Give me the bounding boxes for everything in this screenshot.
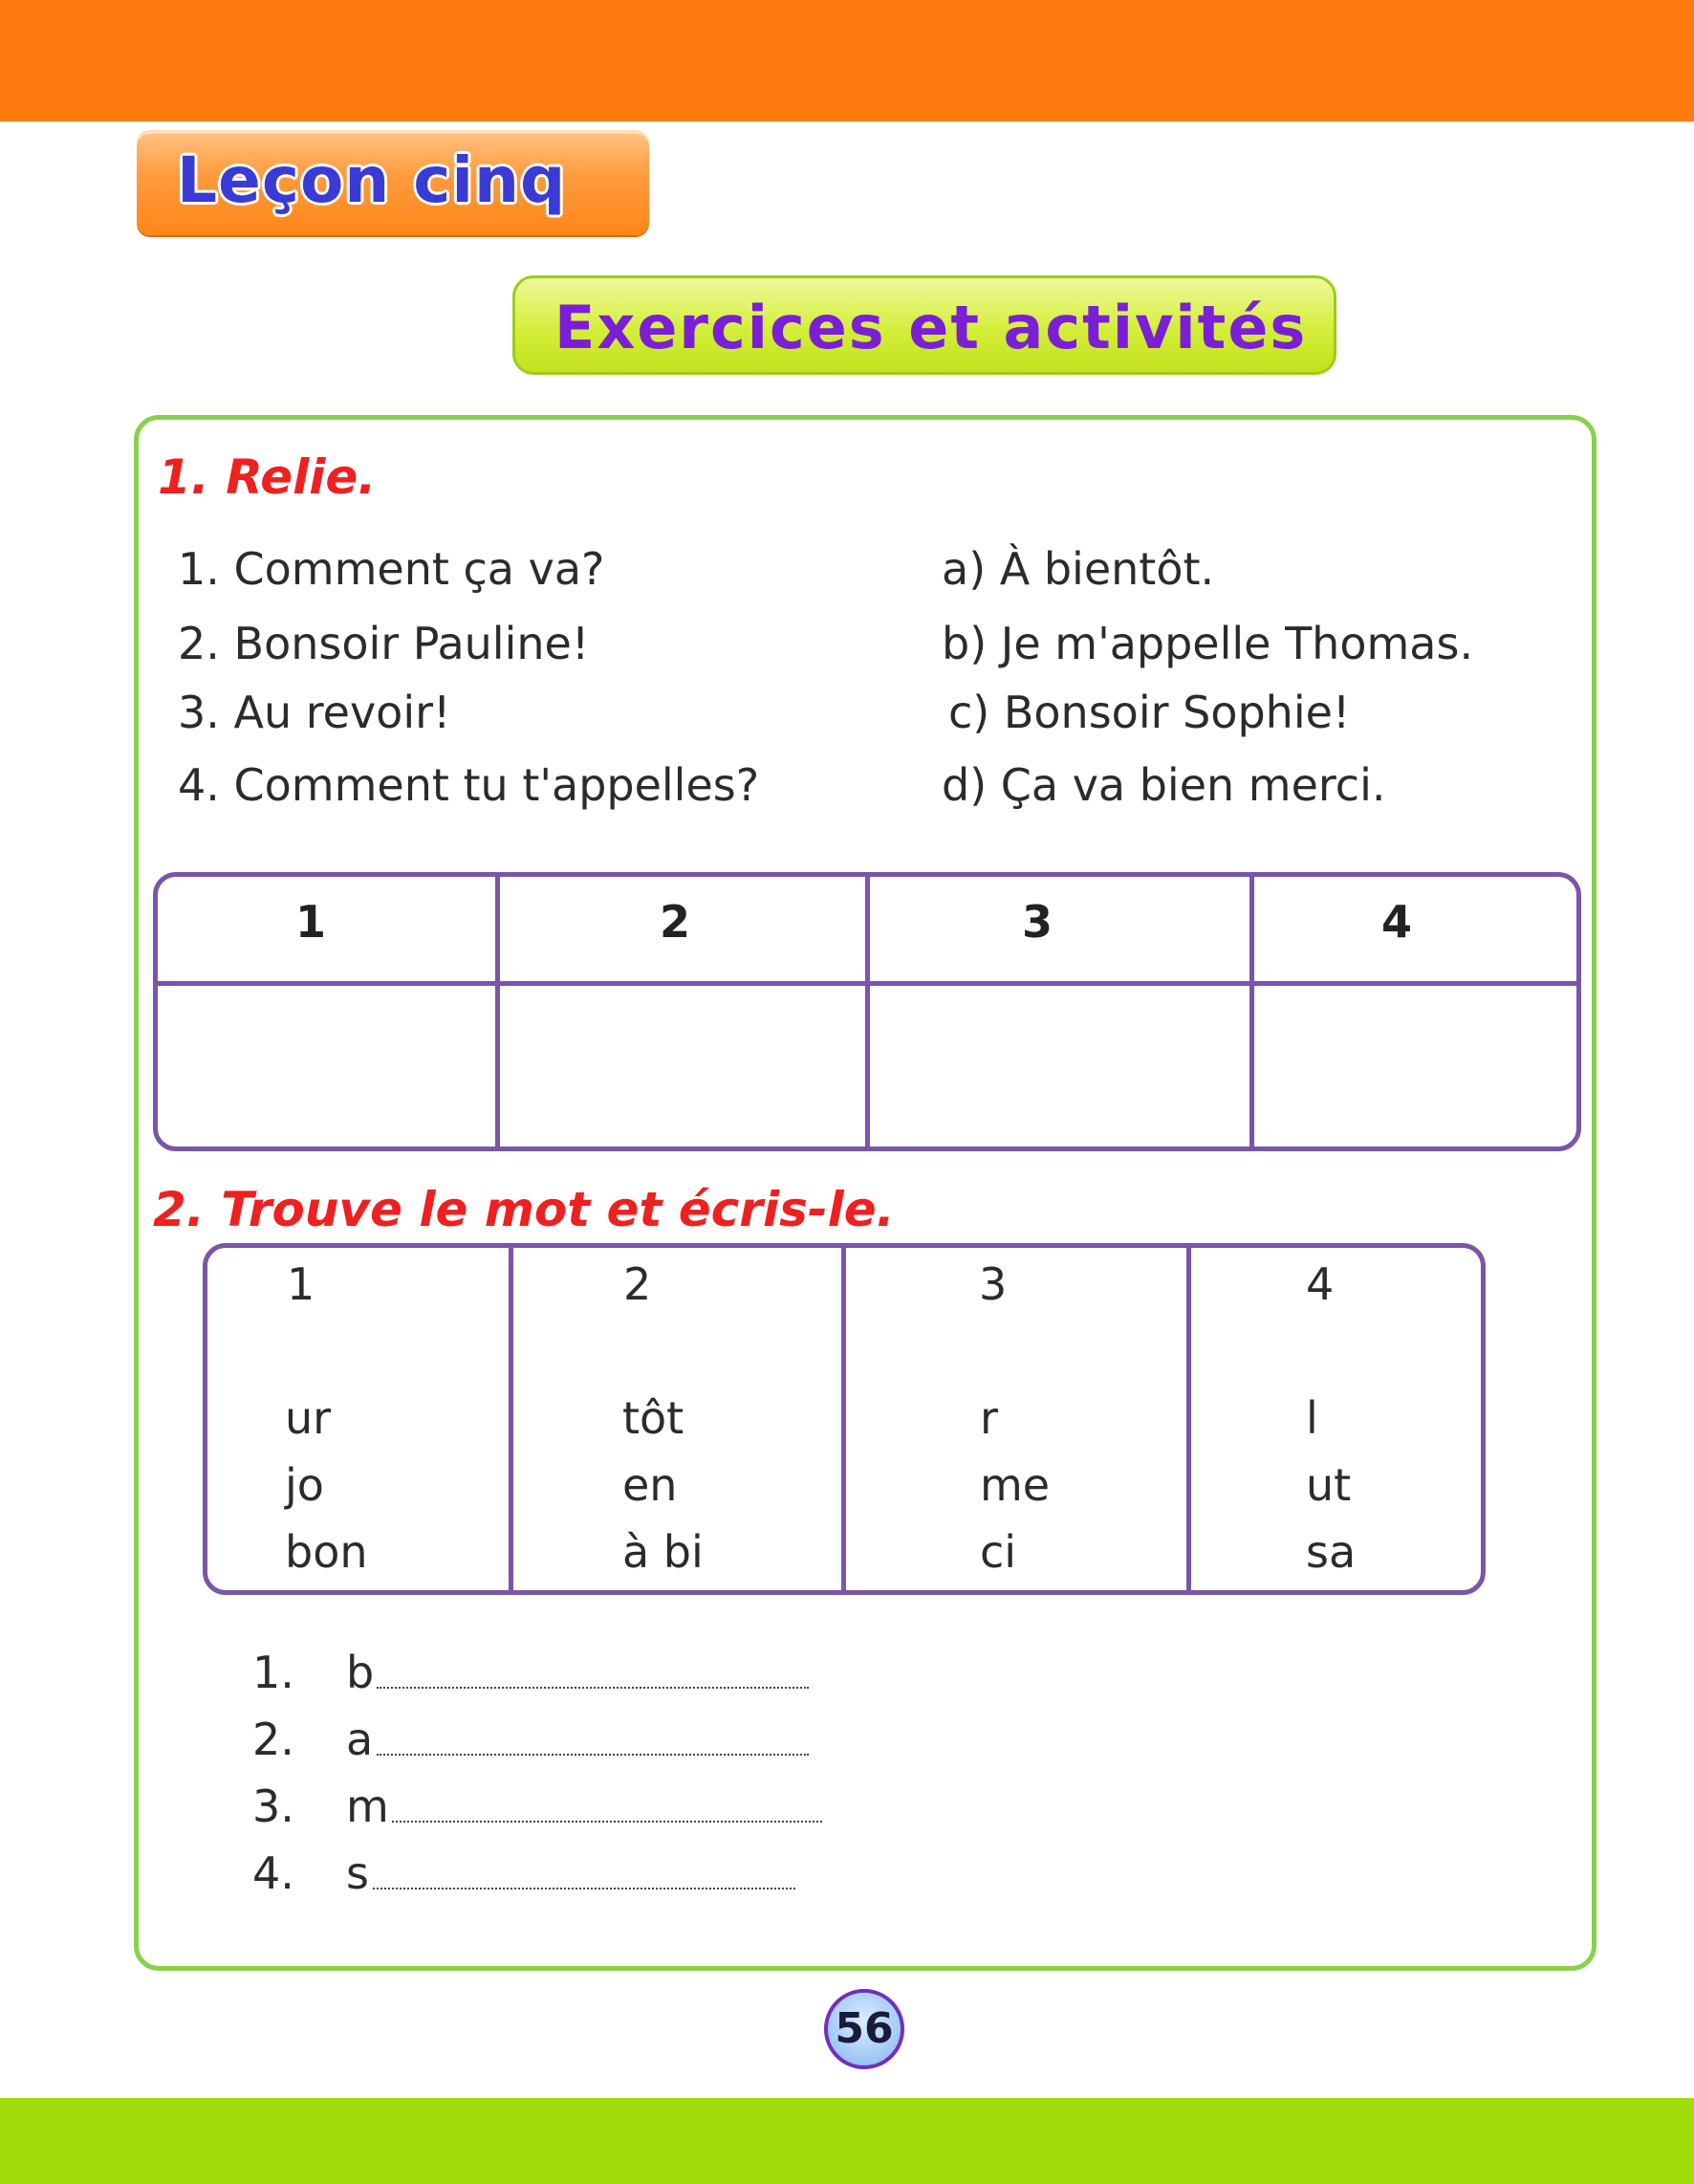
answer-cell-3[interactable] [870, 986, 1249, 1148]
table-divider [1186, 1248, 1191, 1590]
question-1: 1. Comment ça va? [178, 543, 605, 595]
matching-table [153, 872, 1581, 1151]
column-number-4: 4 [1306, 1258, 1335, 1310]
answer-number-2: 2. [252, 1714, 294, 1765]
fragment: ur [285, 1392, 332, 1444]
fragment: bon [285, 1526, 368, 1578]
answer-letter-4: s [346, 1847, 369, 1899]
fragment: jo [285, 1459, 324, 1511]
column-number-1: 1 [287, 1258, 315, 1310]
table-header-1: 1 [294, 896, 326, 948]
answer-cell-4[interactable] [1254, 986, 1575, 1148]
answer-cell-2[interactable] [500, 986, 865, 1148]
fragment: en [622, 1459, 678, 1511]
fragment: sa [1306, 1526, 1357, 1578]
table-header-4: 4 [1380, 896, 1412, 948]
lesson-title: Leçon cinq [177, 143, 567, 217]
fragment: tôt [622, 1392, 684, 1444]
answer-letter-2: a [346, 1714, 374, 1765]
table-header-2: 2 [659, 896, 690, 948]
answer-number-4: 4. [252, 1847, 294, 1899]
answer-number-3: 3. [252, 1780, 294, 1832]
question-2: 2. Bonsoir Pauline! [178, 618, 590, 669]
answer-b: b) Je m'appelle Thomas. [942, 618, 1474, 669]
answer-line-2[interactable] [377, 1754, 809, 1756]
answer-line-4[interactable] [373, 1888, 795, 1889]
page-number: 56 [824, 1989, 904, 2069]
table-header-3: 3 [1021, 896, 1053, 948]
answer-d: d) Ça va bien merci. [942, 759, 1386, 811]
exercise1-heading: 1. Relie. [158, 449, 377, 505]
word-fragment-table [203, 1243, 1486, 1595]
answer-letter-3: m [346, 1780, 389, 1832]
fragment: à bi [622, 1526, 704, 1578]
fragment: r [980, 1392, 998, 1444]
fragment: ci [980, 1526, 1017, 1578]
fragment: l [1306, 1392, 1318, 1444]
answer-letter-1: b [346, 1647, 375, 1698]
answer-a: a) À bientôt. [942, 543, 1215, 595]
column-number-3: 3 [979, 1258, 1008, 1310]
fragment: me [980, 1459, 1051, 1511]
table-divider [841, 1248, 846, 1590]
exercise2-heading: 2. Trouve le mot et écris-le. [153, 1182, 895, 1237]
column-number-2: 2 [623, 1258, 652, 1310]
answer-number-1: 1. [252, 1647, 294, 1698]
question-3: 3. Au revoir! [178, 687, 451, 738]
exercises-title: Exercices et activités [554, 293, 1308, 362]
answer-c: c) Bonsoir Sophie! [948, 687, 1351, 738]
question-4: 4. Comment tu t'appelles? [178, 759, 760, 811]
fragment: ut [1306, 1459, 1352, 1511]
answer-cell-1[interactable] [163, 986, 495, 1148]
top-color-band [0, 0, 1694, 121]
bottom-color-band [0, 2098, 1694, 2184]
answer-line-1[interactable] [377, 1687, 809, 1689]
table-divider [509, 1248, 513, 1590]
answer-line-3[interactable] [392, 1821, 822, 1823]
